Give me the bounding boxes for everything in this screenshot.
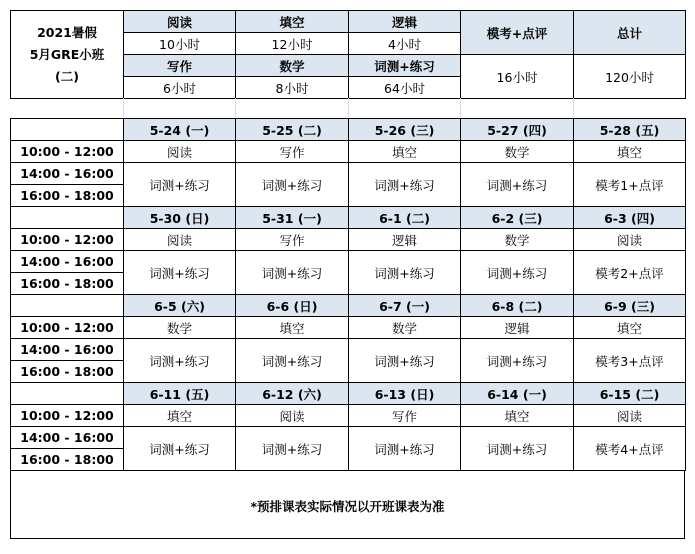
morning-row bbox=[11, 317, 686, 339]
date-header: 6-12 (六) bbox=[236, 383, 349, 405]
class-cell: 逻辑 bbox=[349, 229, 461, 251]
subject-fill: 填空 bbox=[236, 11, 349, 33]
class-cell: 模考3+点评 bbox=[574, 339, 686, 383]
date-header: 6-5 (六) bbox=[124, 295, 236, 317]
morning-row bbox=[11, 229, 686, 251]
class-cell: 阅读 bbox=[124, 229, 236, 251]
blank-cell bbox=[11, 295, 124, 317]
date-header: 6-3 (四) bbox=[574, 207, 686, 229]
class-cell: 词测+练习 bbox=[236, 163, 349, 207]
date-header: 6-2 (三) bbox=[461, 207, 574, 229]
date-header: 6-15 (二) bbox=[574, 383, 686, 405]
blank-cell bbox=[11, 207, 124, 229]
table-gap bbox=[10, 98, 685, 118]
class-cell: 阅读 bbox=[124, 141, 236, 163]
class-cell: 词测+练习 bbox=[349, 427, 461, 471]
hours-vocab: 64小时 bbox=[349, 77, 461, 99]
blank-cell bbox=[11, 119, 124, 141]
subject-writing: 写作 bbox=[124, 55, 236, 77]
class-cell: 词测+练习 bbox=[349, 339, 461, 383]
class-cell: 模考4+点评 bbox=[574, 427, 686, 471]
date-header: 5-28 (五) bbox=[574, 119, 686, 141]
date-header-row bbox=[11, 207, 686, 229]
hours-fill: 12小时 bbox=[236, 33, 349, 55]
class-cell: 词测+练习 bbox=[461, 163, 574, 207]
time-slot-afternoon-1: 14:00 - 16:00 bbox=[11, 339, 124, 361]
class-cell: 词测+练习 bbox=[124, 427, 236, 471]
time-slot-afternoon-2: 16:00 - 18:00 bbox=[11, 361, 124, 383]
course-title-line-2: 5月GRE小班 bbox=[29, 46, 105, 62]
date-header: 6-8 (二) bbox=[461, 295, 574, 317]
class-cell: 词测+练习 bbox=[236, 427, 349, 471]
morning-row bbox=[11, 405, 686, 427]
time-slot-morning: 10:00 - 12:00 bbox=[11, 405, 124, 427]
class-cell: 词测+练习 bbox=[236, 339, 349, 383]
class-cell: 写作 bbox=[236, 141, 349, 163]
class-cell: 写作 bbox=[349, 405, 461, 427]
date-header-row bbox=[11, 295, 686, 317]
blank-cell bbox=[11, 383, 124, 405]
footnote-text: *预排课表实际情况以开班课表为准 bbox=[250, 499, 445, 514]
date-header: 5-30 (日) bbox=[124, 207, 236, 229]
afternoon-row bbox=[11, 163, 686, 185]
date-header: 5-24 (一) bbox=[124, 119, 236, 141]
afternoon-row bbox=[11, 427, 686, 449]
class-cell: 词测+练习 bbox=[124, 339, 236, 383]
time-slot-afternoon-2: 16:00 - 18:00 bbox=[11, 185, 124, 207]
class-cell: 填空 bbox=[124, 405, 236, 427]
class-cell: 词测+练习 bbox=[349, 163, 461, 207]
class-cell: 逻辑 bbox=[461, 317, 574, 339]
time-slot-afternoon-1: 14:00 - 16:00 bbox=[11, 427, 124, 449]
hours-math: 8小时 bbox=[236, 77, 349, 99]
date-header: 6-14 (一) bbox=[461, 383, 574, 405]
class-cell: 填空 bbox=[574, 317, 686, 339]
subject-vocab: 词测+练习 bbox=[349, 55, 461, 77]
time-slot-afternoon-2: 16:00 - 18:00 bbox=[11, 449, 124, 471]
class-cell: 阅读 bbox=[574, 229, 686, 251]
time-slot-morning: 10:00 - 12:00 bbox=[11, 141, 124, 163]
date-header: 6-11 (五) bbox=[124, 383, 236, 405]
date-header: 6-9 (三) bbox=[574, 295, 686, 317]
class-cell: 词测+练习 bbox=[461, 339, 574, 383]
class-cell: 阅读 bbox=[574, 405, 686, 427]
summary-table bbox=[10, 10, 686, 99]
class-cell: 数学 bbox=[124, 317, 236, 339]
class-cell: 数学 bbox=[461, 229, 574, 251]
morning-row bbox=[11, 141, 686, 163]
date-header: 6-6 (日) bbox=[236, 295, 349, 317]
class-cell: 词测+练习 bbox=[236, 251, 349, 295]
hours-mock: 16小时 bbox=[461, 55, 574, 99]
date-header: 5-26 (三) bbox=[349, 119, 461, 141]
class-cell: 阅读 bbox=[236, 405, 349, 427]
class-cell: 填空 bbox=[236, 317, 349, 339]
class-cell: 词测+练习 bbox=[349, 251, 461, 295]
time-slot-morning: 10:00 - 12:00 bbox=[11, 229, 124, 251]
class-cell: 填空 bbox=[349, 141, 461, 163]
afternoon-row bbox=[11, 339, 686, 361]
hours-logic: 4小时 bbox=[349, 33, 461, 55]
footnote-box bbox=[10, 470, 685, 539]
subject-logic: 逻辑 bbox=[349, 11, 461, 33]
date-header: 5-31 (一) bbox=[236, 207, 349, 229]
course-title-line-1: 2021暑假 bbox=[37, 24, 97, 40]
date-header-row bbox=[11, 119, 686, 141]
class-cell: 填空 bbox=[461, 405, 574, 427]
time-slot-afternoon-1: 14:00 - 16:00 bbox=[11, 251, 124, 273]
hours-total: 120小时 bbox=[574, 55, 686, 99]
class-cell: 词测+练习 bbox=[124, 163, 236, 207]
class-cell: 数学 bbox=[461, 141, 574, 163]
subject-math: 数学 bbox=[236, 55, 349, 77]
date-header: 5-25 (二) bbox=[236, 119, 349, 141]
afternoon-row bbox=[11, 251, 686, 273]
class-cell: 填空 bbox=[574, 141, 686, 163]
subject-total: 总计 bbox=[574, 11, 686, 55]
class-cell: 模考1+点评 bbox=[574, 163, 686, 207]
course-title-line-3: (二) bbox=[55, 68, 79, 84]
date-header: 6-7 (一) bbox=[349, 295, 461, 317]
class-cell: 词测+练习 bbox=[461, 251, 574, 295]
time-slot-afternoon-1: 14:00 - 16:00 bbox=[11, 163, 124, 185]
class-cell: 数学 bbox=[349, 317, 461, 339]
time-slot-morning: 10:00 - 12:00 bbox=[11, 317, 124, 339]
class-cell: 写作 bbox=[236, 229, 349, 251]
time-slot-afternoon-2: 16:00 - 18:00 bbox=[11, 273, 124, 295]
class-cell: 词测+练习 bbox=[124, 251, 236, 295]
date-header-row bbox=[11, 383, 686, 405]
hours-writing: 6小时 bbox=[124, 77, 236, 99]
date-header: 5-27 (四) bbox=[461, 119, 574, 141]
class-cell: 词测+练习 bbox=[461, 427, 574, 471]
schedule-table bbox=[10, 118, 686, 471]
subject-mock: 模考+点评 bbox=[461, 11, 574, 55]
subject-reading: 阅读 bbox=[124, 11, 236, 33]
class-cell: 模考2+点评 bbox=[574, 251, 686, 295]
course-title-cell bbox=[11, 11, 124, 99]
date-header: 6-13 (日) bbox=[349, 383, 461, 405]
hours-reading: 10小时 bbox=[124, 33, 236, 55]
date-header: 6-1 (二) bbox=[349, 207, 461, 229]
